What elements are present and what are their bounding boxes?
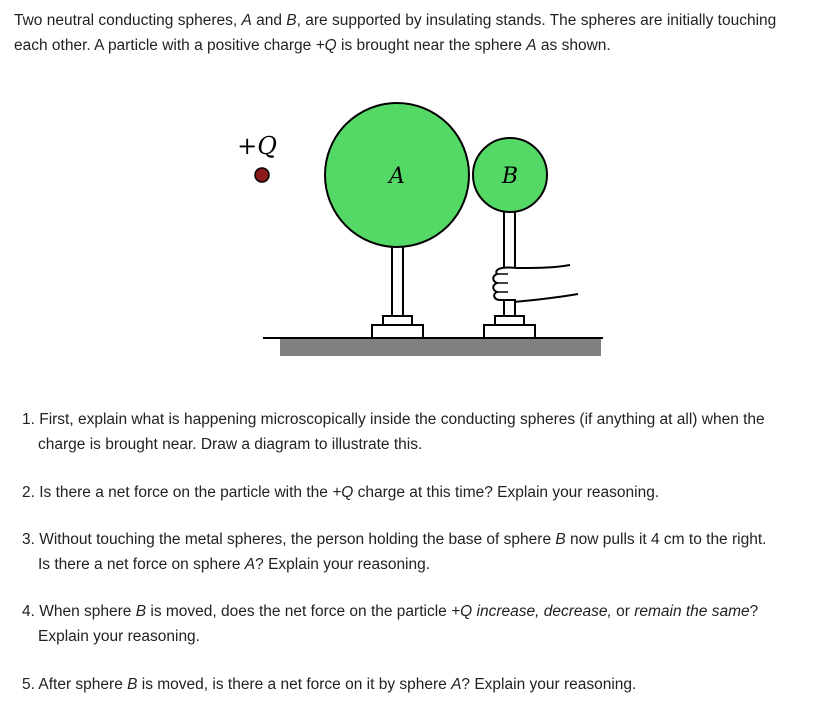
question-text: charge is brought near. Draw a diagram to illustrate this. [38, 436, 423, 453]
question-text: is moved, is there a net force on it by sphere [137, 676, 452, 693]
question-5 [22, 672, 812, 697]
question-text: 3. Without touching the metal spheres, the person holding the base of sphere [22, 531, 556, 548]
question-3 [22, 527, 812, 577]
question-line [22, 552, 812, 577]
question-var-a: A [451, 676, 462, 693]
intro-var-a: A [241, 12, 252, 29]
intro-var-q: +Q [315, 37, 337, 54]
question-text: is moved, does the net force on the particle [146, 603, 452, 620]
question-text: ? Explain your reasoning. [461, 676, 637, 693]
intro-var-a: A [526, 37, 537, 54]
question-text: 4. When sphere [22, 603, 136, 620]
intro-text: and [251, 12, 287, 29]
question-text: 2. Is there a net force on the particle with the [22, 484, 333, 501]
intro-text: is brought near the sphere [336, 37, 527, 54]
question-text: charge at this time? Explain your reasoning. [353, 484, 660, 501]
question-var-b: B [555, 531, 566, 548]
intro-text: , are supported by insulating stands. The spheres are initially touching [296, 12, 777, 29]
question-4 [22, 599, 812, 649]
stand-b-base [484, 325, 535, 338]
positive-charge-particle [255, 168, 269, 182]
question-var-b: B [135, 603, 147, 620]
intro-text: as shown. [536, 37, 611, 54]
question-text: 5. After sphere [22, 676, 128, 693]
stand-a-base [372, 325, 423, 338]
stand-a-collar [383, 316, 412, 325]
question-1 [22, 407, 812, 457]
question-text: Is there a net force on sphere [38, 556, 245, 573]
question-option-same: remain the same [634, 603, 750, 620]
table-ground [280, 339, 601, 356]
stand-b-collar [495, 316, 524, 325]
question-text: now pulls it 4 cm to the right. [565, 531, 767, 548]
intro-var-b: B [286, 12, 297, 29]
intro-text: each other. A particle with a positive charge [14, 37, 316, 54]
question-2 [22, 480, 812, 505]
question-var-a: A [244, 556, 256, 573]
question-text: 1. First, explain what is happening microscopically inside the conducting spheres (if anything at all) when the [22, 411, 765, 428]
intro-text: Two neutral conducting spheres, [14, 12, 242, 29]
sphere-a-label: A [389, 164, 405, 189]
sphere-b-label: B [501, 164, 519, 189]
question-text: or [611, 603, 635, 620]
question-text: ? Explain your reasoning. [255, 556, 431, 573]
question-var-q: +Q [332, 484, 354, 501]
hand-icon [493, 265, 578, 302]
stand-a-rod [392, 245, 403, 316]
question-options: +Q increase, decrease, [451, 603, 612, 620]
question-text: Explain your reasoning. [38, 628, 200, 645]
question-text: ? [749, 603, 759, 620]
charge-label: +Q [237, 132, 277, 160]
question-var-b: B [127, 676, 138, 693]
